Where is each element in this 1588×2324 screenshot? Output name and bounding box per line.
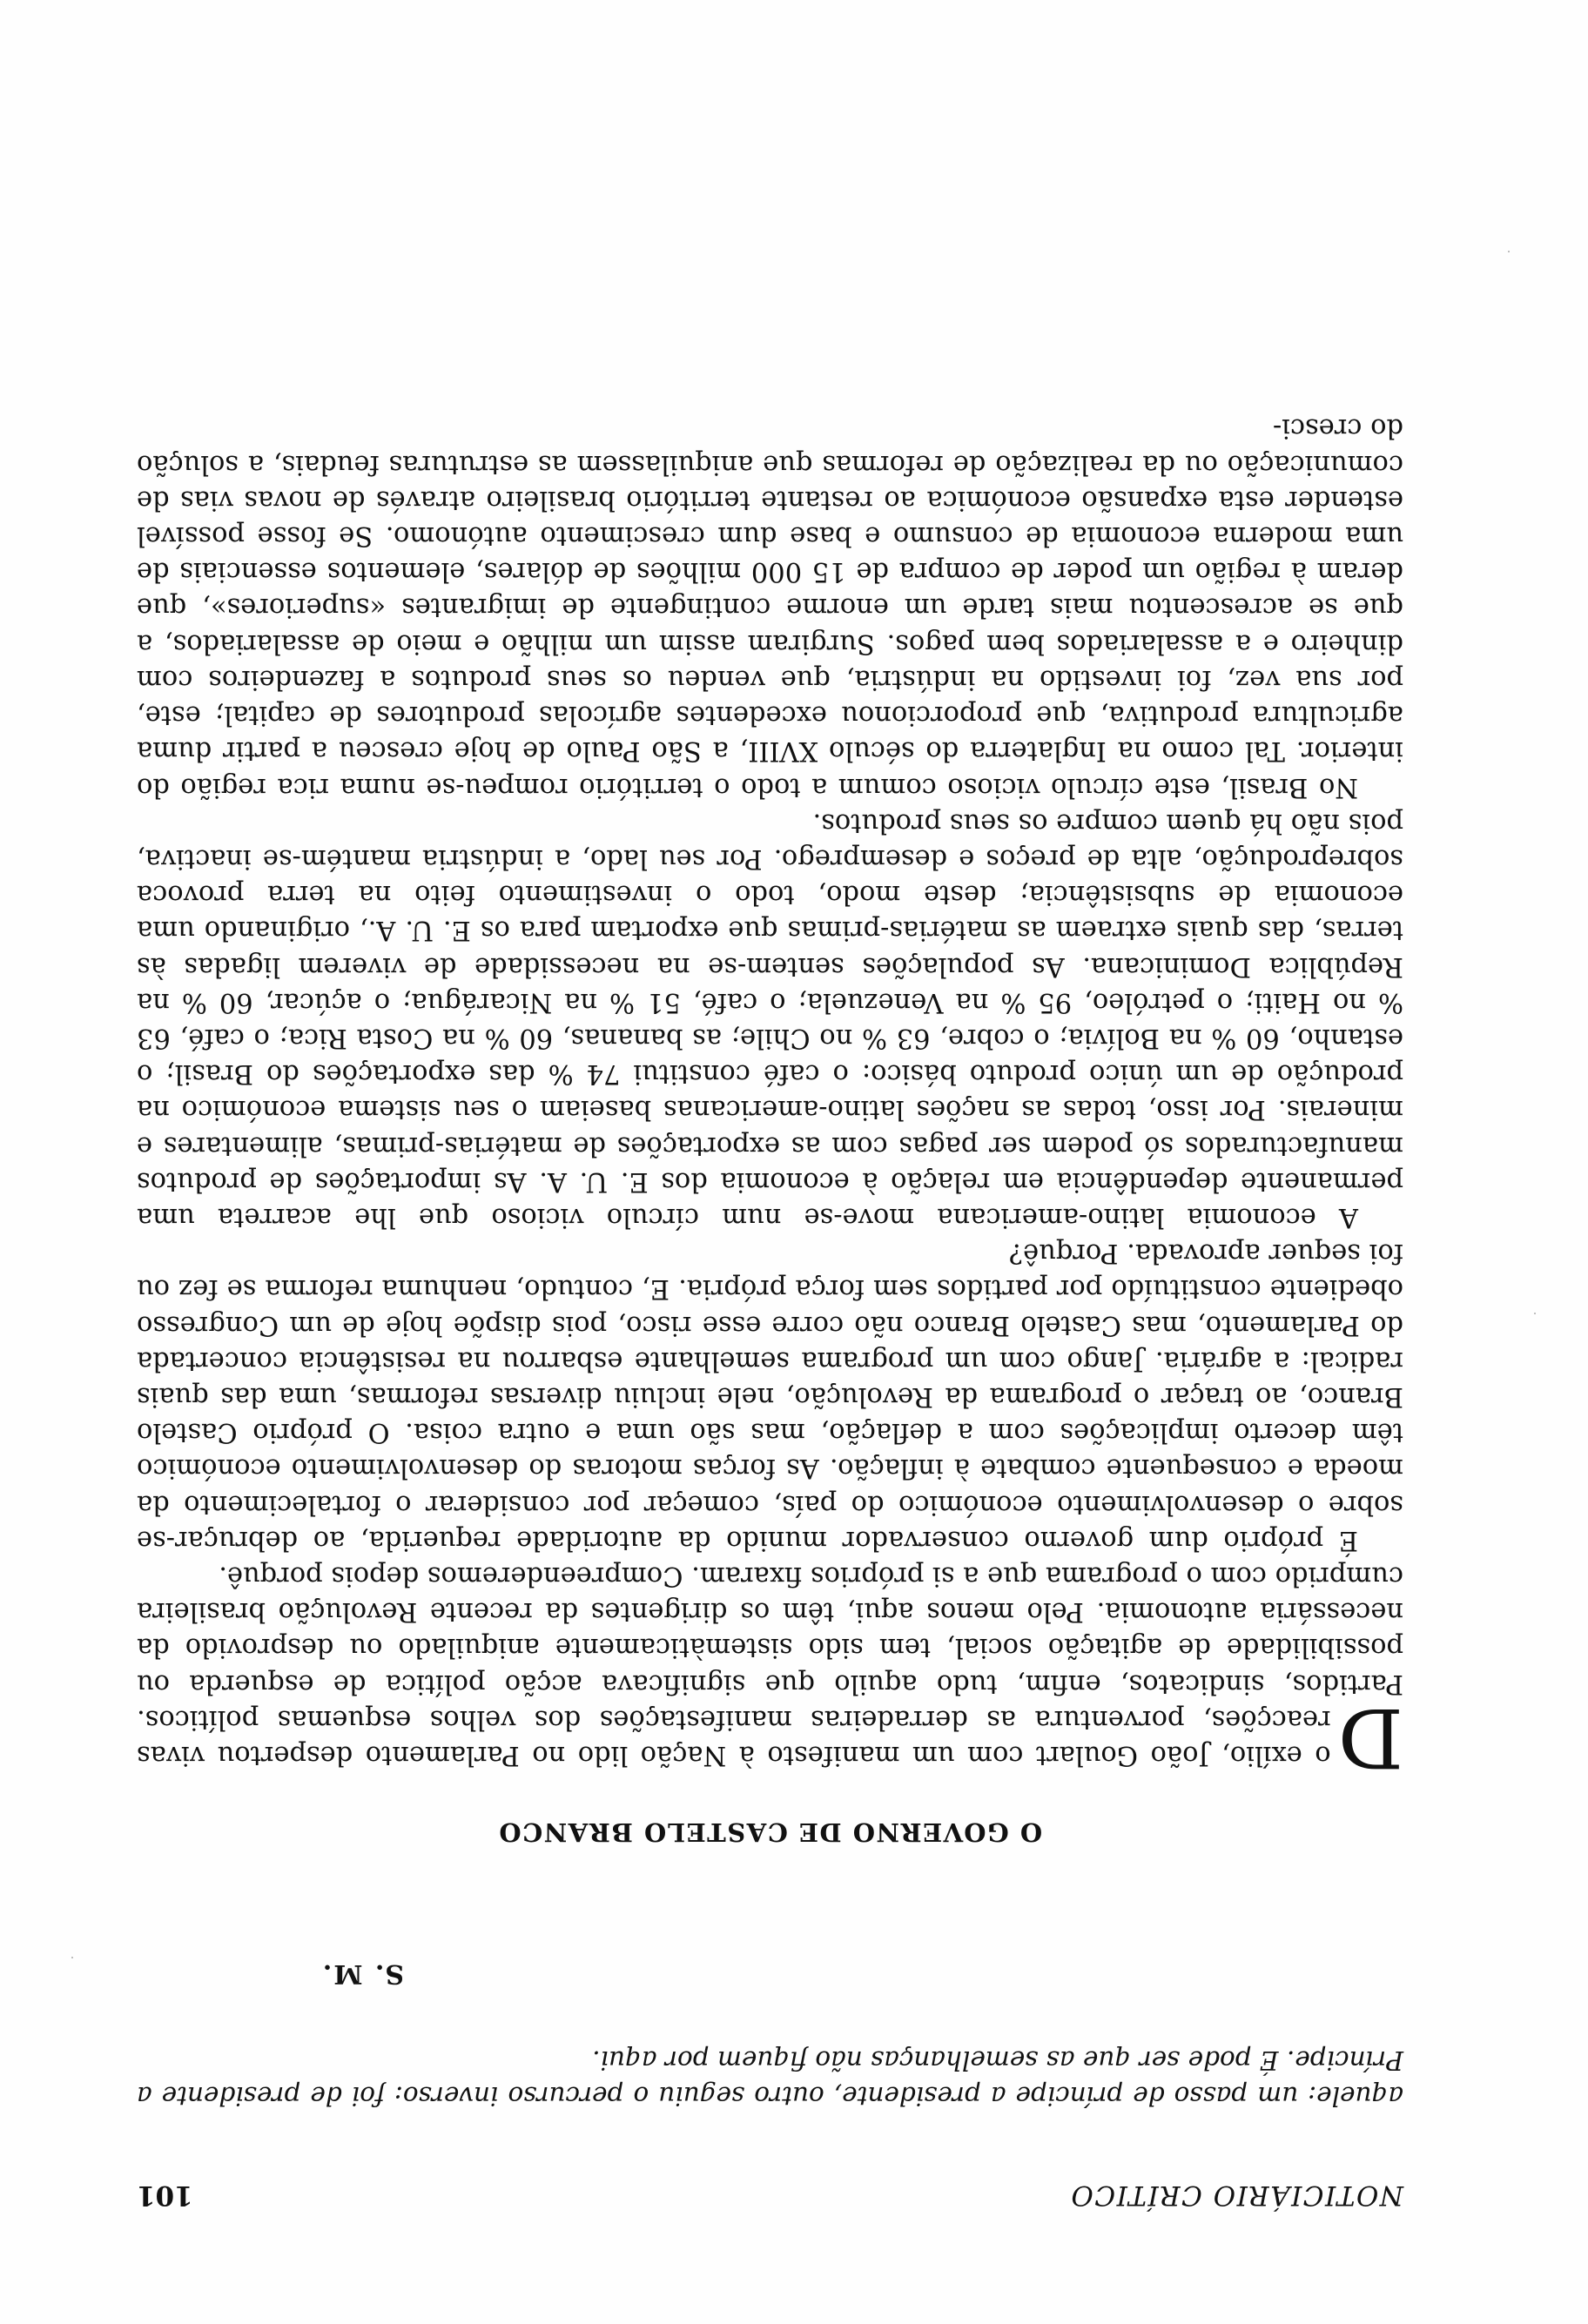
running-head <box>137 2176 1403 2211</box>
running-head-title: NOTICIÁRIO CRÍTICO <box>1069 2180 1403 2211</box>
drop-cap: D <box>1337 1689 1403 1784</box>
article-paragraph: A economia latino-americana move-se num círculo vicioso que lhe acarreta uma permanente dependência em relação à economia dos E. U. A. As importações de produtos manufacturados só podem ser pagas com as exportações de matérias-primas, alimentares e minerais. Por isso, todas as nações latino-americanas baseiam o seu sistema económico na produção de um único produto básico: o café constitui 74 % das exportações do Brasil; o estanho, 60 % na Bolívia; o cobre, 63 % no Chile; as bananas, 60 % na Costa Rica; o café, 63 % no Haiti; o petróleo, 95 % na Venezuela; o café, 51 % na Nicarágua; o açúcar, 60 % na República Dominicana. As populações sentem-se na necessidade de viverem ligadas às terras, das quais extraem as matérias-primas que exportam para os E. U. A., originando uma economia de subsistência; deste modo, todo o investimento feito na terra provoca sobreprodução, alta de preços e desemprego. Por seu lado, a indústria mantém-se inactiva, pois não há quem compre os seus produtos. <box>137 807 1403 1233</box>
article-title: O GOVERNO DE CASTELO BRANCO <box>497 1817 1043 1847</box>
scan-speck <box>1534 1313 1536 1314</box>
article-body <box>137 410 1403 1784</box>
article-paragraph: É próprio dum governo conservador munido da autoridade requerida, ao debruçar-se sobre o desenvolvimento económico do país, começar por considerar o fortalecimento da moeda e consequente combate à inflação. As forças motoras do desenvolvimento económico têm decerto implicações com a deflação, mas são uma e outra coisa. O próprio Castelo Branco, ao traçar o programa da Revolução, nele incluiu diversas reformas, uma das quais radical: a agrária. Jango com um programa semelhante esbarrou na resistência concertada do Parlamento, mas Castelo Branco não corre esse risco, pois dispõe hoje de um Congresso obediente constituído por partidos sem força própria. E, contudo, nenhuma reforma se fez ou foi sequer aprovada. Porquê? <box>137 1238 1403 1555</box>
scan-speck <box>71 1957 73 1958</box>
article-paragraph <box>137 1558 1403 1784</box>
paragraph-text: o exílio, João Goulart com um manifesto à Nação lido no Parlamento despertou vivas reacções, porventura as derradeiras manifestações dos velhos esquemas políticos. Partidos, sindicatos, enfim, tudo aquilo que significava acção política de esquerda ou possibilidade de agitação social, tem sido sistemàticamente aniquilado ou desprovido da necessária autonomia. Pelo menos aqui, têm os dirigentes da recente Revolução brasileira cumprido com o programa que a si próprios fixaram. Compreenderemos depois porquê. <box>137 1560 1403 1770</box>
previous-article-ending: aquele: um passo de príncipe a presidente, outro seguiu o percurso inverso: foi de presidente a Príncipe. É pode ser que as semelhanças não fiquem por aqui. <box>137 2045 1403 2111</box>
article-paragraph: No Brasil, este círculo vicioso comum a todo o território rompeu-se numa rica região do interior. Tal como na Inglaterra do século XVIII, a São Paulo de hoje cresceu a partir duma agricultura produtiva, que proporcionou excedentes agrícolas produtores de capital; este, por sua vez, foi investido na indústria, que vendeu os seus produtos a fazendeiros com dinheiro e a assalariados bem pagos. Surgiram assim um milhão e meio de assalariados, a que se acrescentou mais tarde um enorme contingente de imigrantes «superiores», que deram à região um poder de compra de 15 000 milhões de dólares, elementos essenciais de uma moderna economia de consumo e base dum crescimento autónomo. Se fosse possível estender esta expansão económica ao restante território brasileiro através de novas vias de comunicação ou da realização de reformas que aniquilassem as estruturas feudais, a solução do cresci- <box>137 413 1403 803</box>
scan-speck <box>1508 251 1510 252</box>
page-number: 101 <box>137 2180 193 2211</box>
author-signature: S. M. <box>320 1958 404 1989</box>
